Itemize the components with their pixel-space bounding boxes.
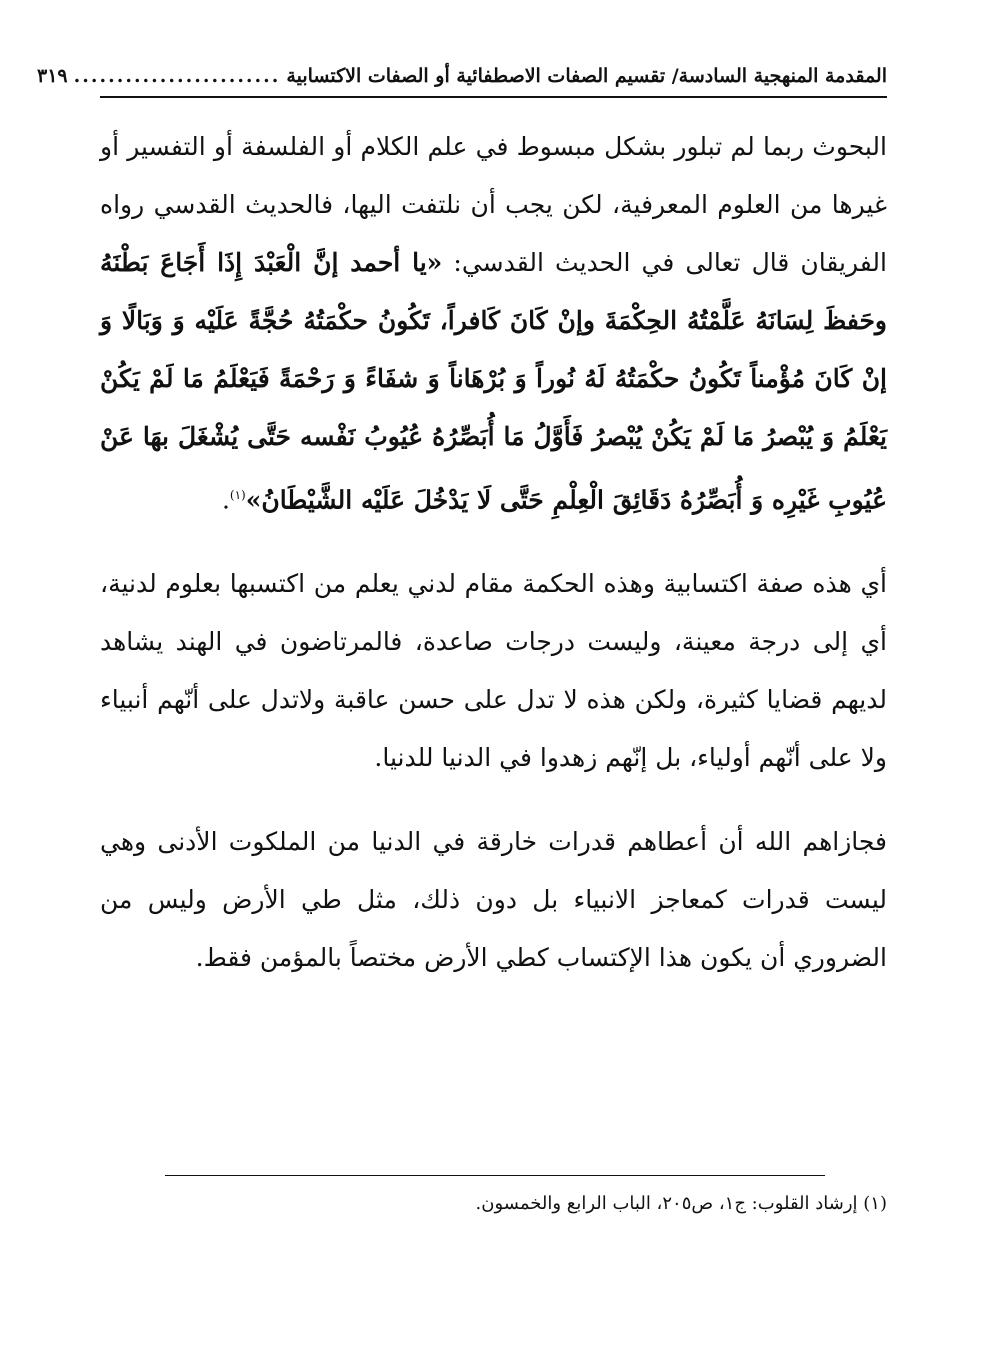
header-leader-dots: ........................	[73, 65, 281, 87]
page-body	[100, 118, 887, 987]
header-title: المقدمة المنهجية السادسة/ تقسيم الصفات الاصطفائية أو الصفات الاكتسابية	[286, 65, 887, 87]
paragraph-extraordinary-powers: فجازاهم الله أن أعطاهم قدرات خارقة في الدنيا من الملكوت الأدنى وهي ليست قدرات كمعاجز الانبياء بل دون ذلك، مثل طي الأرض وليس من الضروري أن يكون هذا الإكتساب كطي الأرض مختصاً بالمؤمن فقط.	[100, 827, 887, 973]
paragraph-intro-text: البحوث ربما لم تبلور بشكل مبسوط في علم الكلام أو الفلسفة أو التفسير أو غيرها من العلوم المعرفية، لكن يجب أن نلتفت اليها، فالحديث القدسي رواه الفريقان قال تعالى في الحديث القدسي:	[100, 132, 887, 277]
paragraph-end-mark: .	[221, 485, 230, 515]
paragraph-hadith	[100, 118, 887, 529]
running-header	[37, 56, 887, 98]
footnote-reference[interactable]: (١)	[229, 488, 246, 502]
hadith-quote: «يا أحمد إنَّ الْعَبْدَ إِذَا أَجَاعَ بَطْنَهُ وحَفظَ لِسَانَهُ عَلَّمْتُهُ الحِكْمَةَ وإنْ كَانَ كَافراً، تَكُونُ حكْمَتُهُ حُجَّةً عَلَيْه وَ وَبَالًا وَ إنْ كَانَ مُؤْمناً تَكُونُ حكْمَتُهُ لَهُ نُوراً وَ بُرْهَاناً وَ شفَاءً وَ رَحْمَةً فَيَعْلَمُ مَا لَمْ يَكُنْ يَعْلَمُ وَ يُبْصرُ مَا لَمْ يَكُنْ يُبْصرُ فَأَوَّلُ مَا أُبَصِّرُهُ عُيُوبُ نَفْسه حَتَّى يُشْغَلَ بهَا عَنْ عُيُوبِ غَيْرِه وَ أُبَصِّرُهُ دَقَائِقَ الْعِلْمِ حَتَّى لَا يَدْخُلَ عَلَيْه الشَّيْطَانُ»	[100, 248, 887, 515]
footnote: (١) إرشاد القلوب: ج١، ص٢٠٥، الباب الرابع والخمسون.	[475, 1193, 887, 1214]
paragraph-acquired-attribute: أي هذه صفة اكتسابية وهذه الحكمة مقام لدني يعلم من اكتسبها بعلوم لدنية، أي إلى درجة معينة، وليست درجات صاعدة، فالمرتاضون في الهند يشاهد لديهم قضايا كثيرة، ولكن هذه لا تدل على حسن عاقبة ولاتدل على أنّهم أنبياء ولا على أنّهم أولياء، بل إنّهم زهدوا في الدنيا للدنيا.	[100, 569, 887, 773]
page-number: ٣١٩	[37, 65, 68, 87]
footnote-separator	[165, 1175, 825, 1176]
